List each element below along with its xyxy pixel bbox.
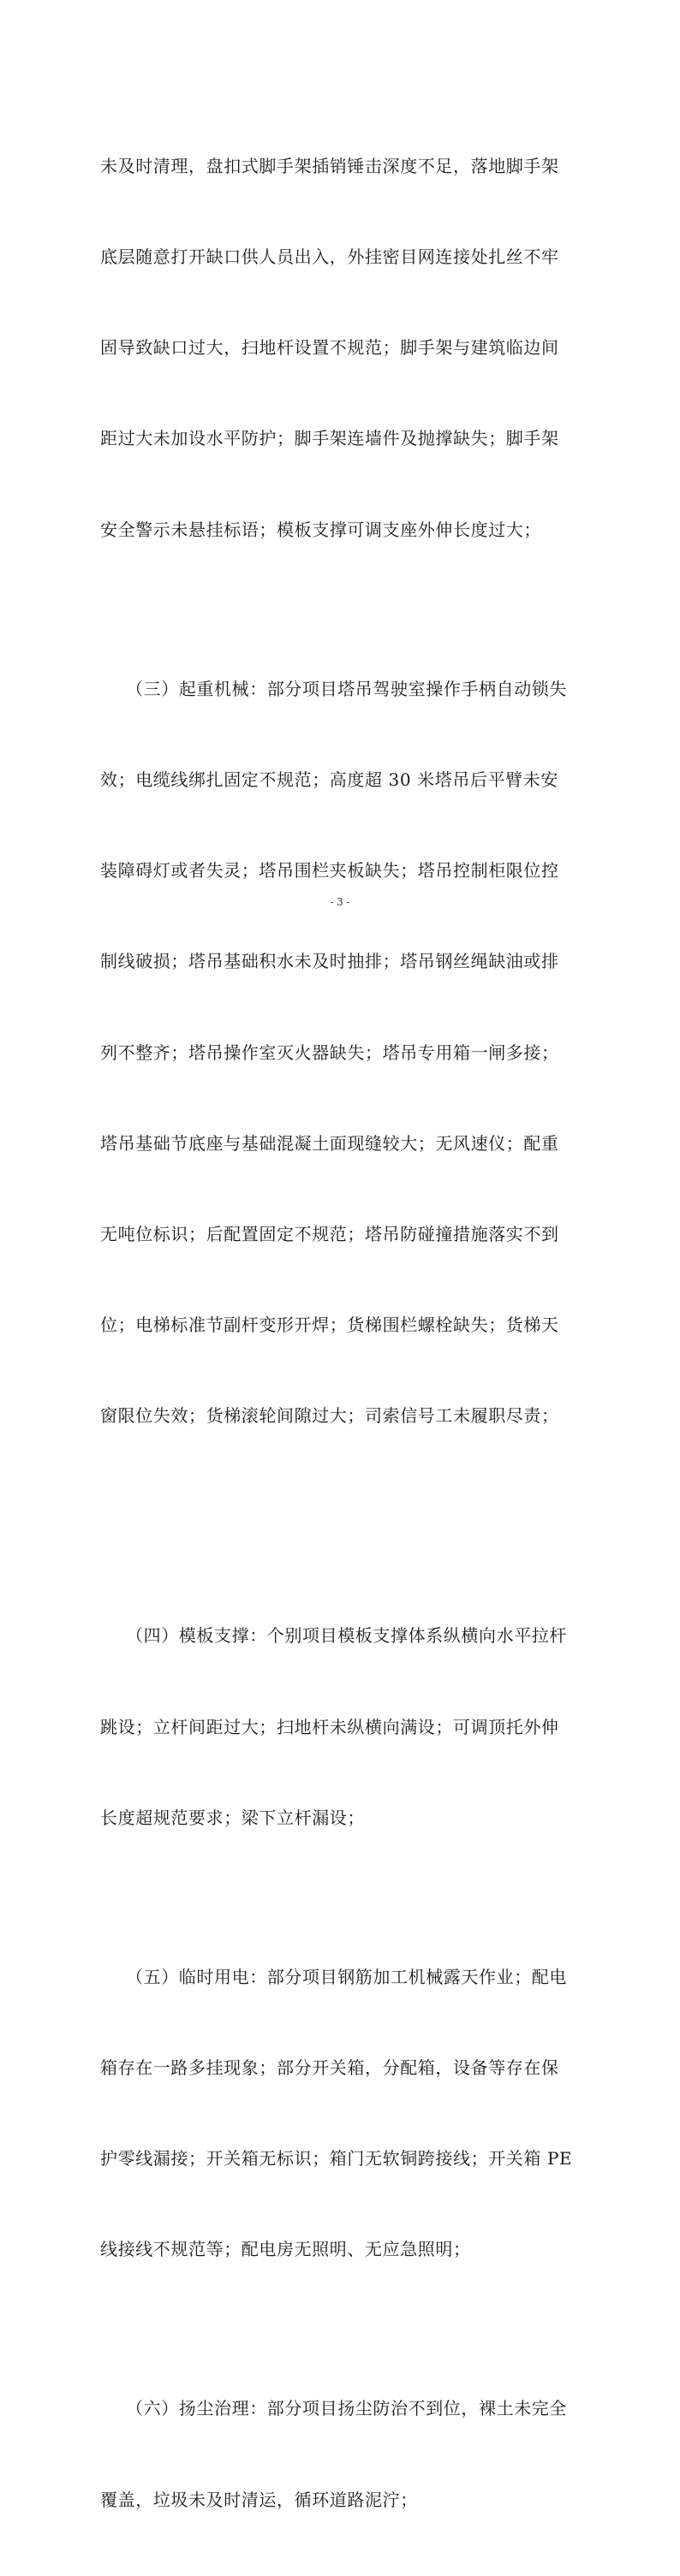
text-line: （六）扬尘治理：部分项目扬尘防治不到位，裸土未完全 <box>126 2398 567 2419</box>
text-line: 距过大未加设水平防护；脚手架连墙件及抛撑缺失；脚手架 <box>100 428 559 449</box>
text-line: 跳设；立杆间距过大；扫地杆未纵横向满设；可调顶托外伸 <box>100 1716 559 1737</box>
text-line: （四）模板支撑：个别项目模板支撑体系纵横向水平拉杆 <box>126 1625 567 1647</box>
text-line: 制线破损；塔吊基础积水未及时抽排；塔吊钢丝绳缺油或排 <box>100 951 559 972</box>
text-line: 底层随意打开缺口供人员出入，外挂密目网连接处扎丝不牢 <box>100 246 559 268</box>
text-line: 长度超规范要求；梁下立杆漏设； <box>100 1807 365 1828</box>
paragraph-temporary-power <box>100 1902 577 2326</box>
paragraph-dust-control <box>100 2334 577 2576</box>
text-line: 效；电缆线绑扎固定不规范；高度超 30 米塔吊后平臂未安 <box>100 769 558 790</box>
page-number: - 3 - <box>330 896 350 908</box>
text-line: 塔吊基础节底座与基础混凝土面现缝较大；无风速仪；配重 <box>100 1132 559 1154</box>
text-line: 护零线漏接；开关箱无标识；箱门无软铜跨接线；开关箱 PE <box>100 2148 573 2169</box>
text-line: 固导致缺口过大，扫地杆设置不规范；脚手架与建筑临边间 <box>100 337 559 359</box>
text-line: 未及时清理，盘扣式脚手架插销锤击深度不足，落地脚手架 <box>100 155 559 176</box>
text-line: 窗限位失效；货梯滚轮间隙过大；司索信号工未履职尽责； <box>100 1405 559 1427</box>
text-line: 覆盖，垃圾未及时清运，循环道路泥泞； <box>100 2489 418 2510</box>
text-line: 位；电梯标准节副杆变形开焊；货梯围栏螺栓缺失；货梯天 <box>100 1315 559 1336</box>
paragraph-scaffolding-continued <box>100 91 577 606</box>
text-line: 箱存在一路多挂现象；部分开关箱，分配箱，设备等存在保 <box>100 2057 559 2078</box>
text-line: 线接线不规范等；配电房无照明、无应急照明； <box>100 2239 471 2260</box>
text-line: 装障碍灯或者失灵；塔吊围栏夹板缺失；塔吊控制柜限位控 <box>100 860 559 881</box>
text-line: （五）临时用电：部分项目钢筋加工机械露天作业；配电 <box>126 1966 567 1987</box>
text-line: 列不整齐；塔吊操作室灭火器缺失；塔吊专用箱一闸多接； <box>100 1042 559 1063</box>
paragraph-formwork-support <box>100 1561 577 1894</box>
text-line: （三）起重机械：部分项目塔吊驾驶室操作手柄自动锁失 <box>126 678 567 699</box>
paragraph-lifting-machinery <box>100 614 577 1553</box>
text-line: 无吨位标识；后配置固定不规范；塔吊防碰撞措施落实不到 <box>100 1224 559 1245</box>
text-line: 安全警示未悬挂标语；模板支撑可调支座外伸长度过大； <box>100 519 541 540</box>
